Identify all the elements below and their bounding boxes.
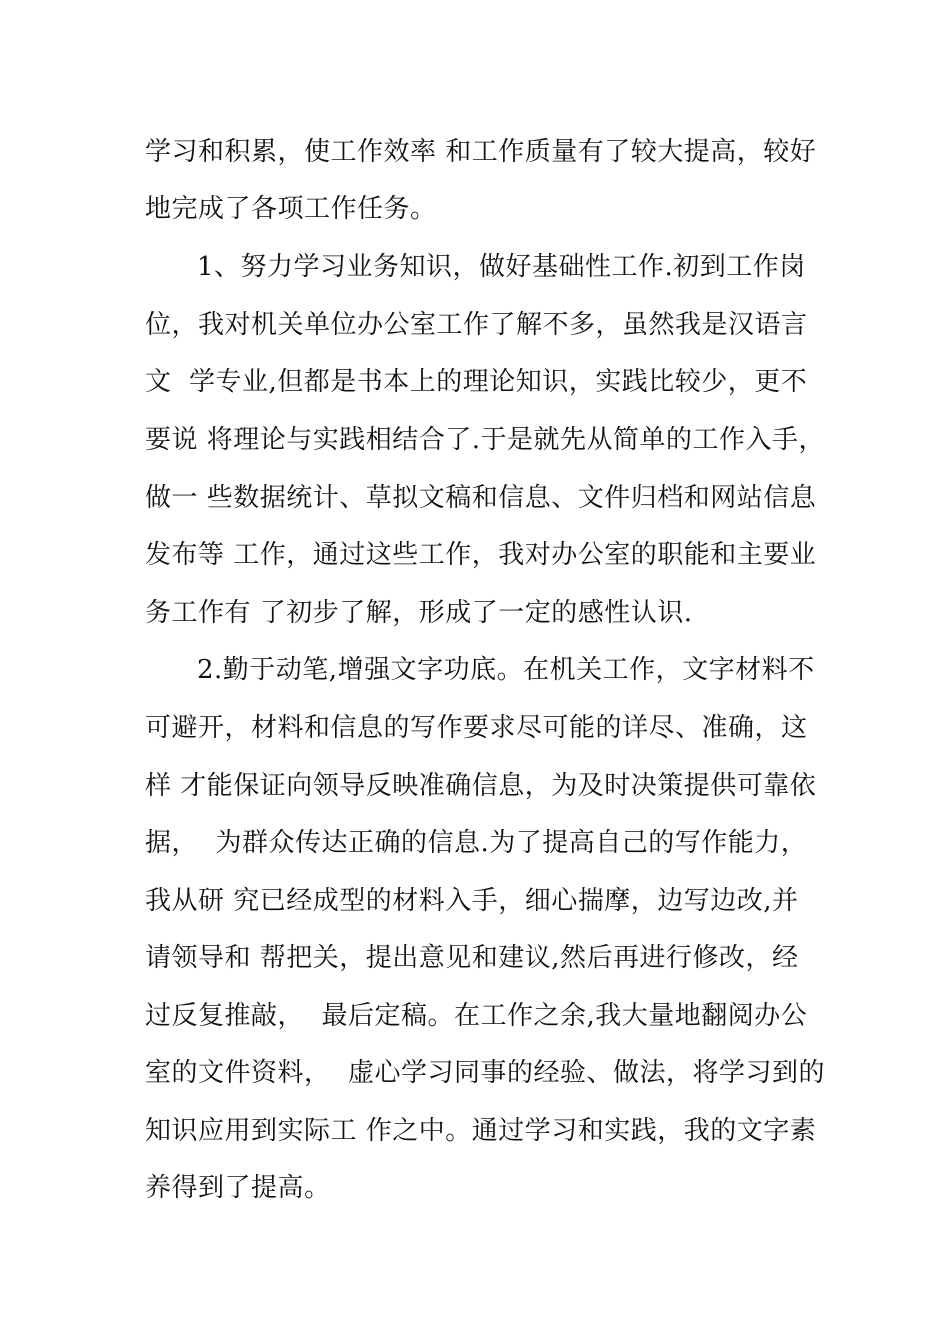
text-line: 发布等 工作，通过这些工作，我对办公室的职能和主要业 bbox=[145, 540, 817, 570]
text-line: 过反复推敲， 最后定稿。在工作之余,我大量地翻阅办公 bbox=[145, 1001, 808, 1031]
text-line: 位，我对机关单位办公室工作了解不多，虽然我是汉语言 bbox=[145, 310, 808, 340]
text-line: 室的文件资料， 虚心学习同事的经验、做法，将学习到的 bbox=[145, 1058, 826, 1088]
text-line: 请领导和 帮把关，提出意见和建议,然后再进行修改，经 bbox=[145, 943, 799, 973]
paragraph-2-first-line: 2.勤于动笔,增强文字功底。在机关工作，文字材料不 bbox=[197, 655, 815, 685]
text-line: 知识应用到实际工 作之中。通过学习和实践，我的文字素 bbox=[145, 1116, 817, 1146]
text-line: 据， 为群众传达正确的信息.为了提高自己的写作能力， bbox=[145, 828, 808, 858]
text-line: 样 才能保证向领导反映准确信息，为及时决策提供可靠依 bbox=[145, 771, 817, 801]
text-line: 可避开，材料和信息的写作要求尽可能的详尽、准确，这 bbox=[145, 713, 808, 743]
paragraph-1-first-line: 1、努力学习业务知识，做好基础性工作.初到工作岗 bbox=[197, 252, 806, 282]
text-line: 做一 些数据统计、草拟文稿和信息、文件归档和网站信息 bbox=[145, 483, 817, 513]
text-line: 地完成了各项工作任务。 bbox=[145, 194, 437, 224]
text-line: 要说 将理论与实践相结合了.于是就先从简单的工作入手， bbox=[145, 425, 826, 455]
text-line: 我从研 究已经成型的材料入手，细心揣摩，边写边改,并 bbox=[145, 886, 799, 916]
text-line: 学习和积累，使工作效率 和工作质量有了较大提高，较好 bbox=[145, 137, 817, 167]
text-line: 养得到了提高。 bbox=[145, 1173, 331, 1203]
text-line: 文 学专业,但都是书本上的理论知识，实践比较少，更不 bbox=[145, 367, 808, 397]
text-line: 务工作有 了初步了解，形成了一定的感性认识. bbox=[145, 598, 693, 628]
